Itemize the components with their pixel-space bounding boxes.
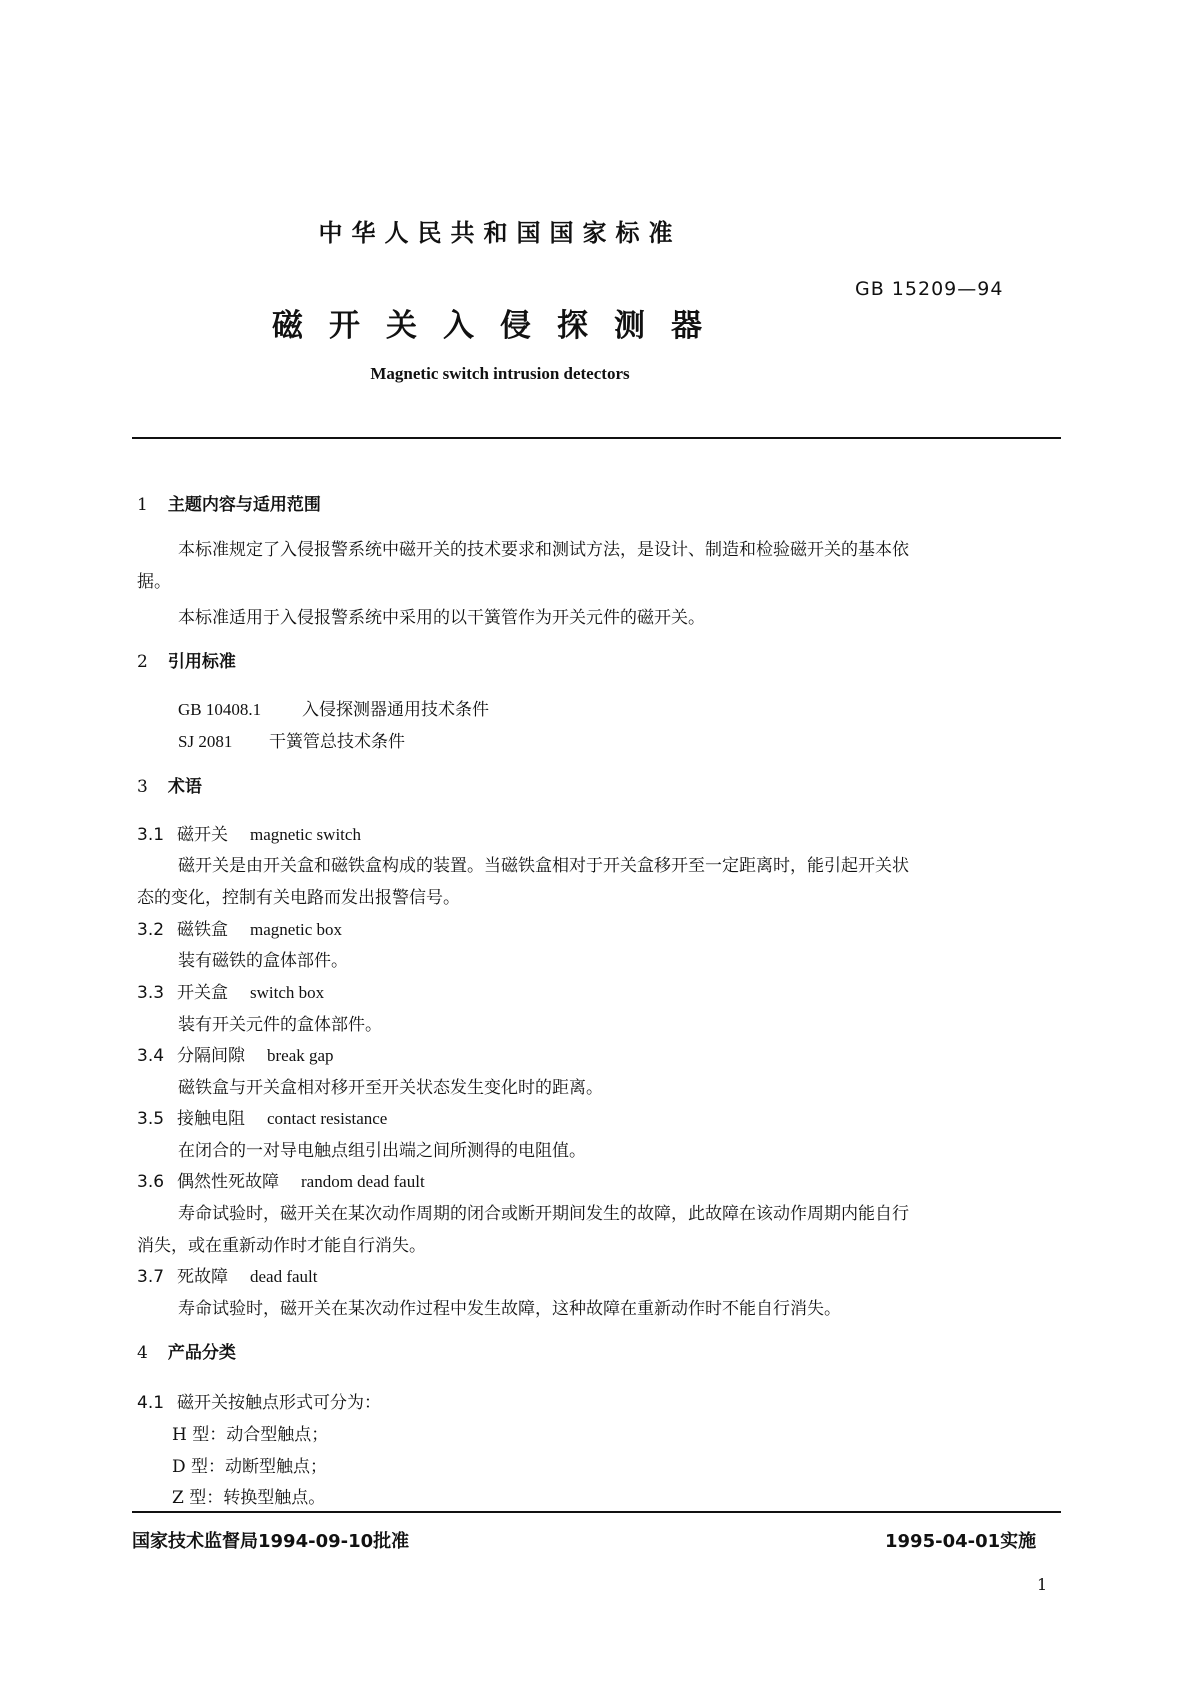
contact-type-item: Z 型：转换型触点。 [172, 1488, 326, 1508]
section-number: 4 [137, 1343, 148, 1363]
term-3-5 [137, 1104, 387, 1129]
term-cn: 磁开关 [177, 825, 228, 845]
term-definition: 在闭合的一对导电触点组引出端之间所测得的电阻值。 [178, 1141, 586, 1161]
term-cn: 接触电阻 [177, 1109, 245, 1129]
term-cn: 偶然性死故障 [177, 1172, 279, 1192]
term-en: dead fault [250, 1267, 318, 1286]
paragraph: 本标准适用于入侵报警系统中采用的以干簧管作为开关元件的磁开关。 [178, 608, 705, 628]
reference-name: 干簧管总技术条件 [269, 732, 405, 752]
clause-number: 4.1 [137, 1393, 165, 1413]
term-en: contact resistance [267, 1109, 388, 1128]
term-definition: 态的变化，控制有关电路而发出报警信号。 [137, 888, 460, 908]
section-3-heading [137, 772, 202, 797]
term-number: 3.2 [137, 920, 165, 940]
term-definition: 寿命试验时，磁开关在某次动作周期的闭合或断开期间发生的故障，此故障在该动作周期内能自行 [178, 1204, 909, 1224]
term-en: random dead fault [301, 1172, 425, 1191]
header-rule [132, 437, 1061, 439]
term-en: magnetic switch [250, 825, 361, 844]
term-3-6 [137, 1167, 425, 1192]
contact-type-item: D 型：动断型触点； [172, 1457, 328, 1477]
reference-item [178, 695, 489, 720]
national-standard-heading: 中华人民共和国国家标准 [318, 219, 682, 247]
document-title-cn: 磁开关入侵探测器 [272, 308, 728, 344]
term-cn: 开关盒 [177, 983, 228, 1003]
section-number: 2 [137, 652, 148, 672]
term-definition: 消失，或在重新动作时才能自行消失。 [137, 1236, 426, 1256]
term-definition: 装有开关元件的盒体部件。 [178, 1015, 382, 1035]
reference-code: GB 10408.1 [178, 700, 262, 719]
standard-number: GB 15209—94 [855, 278, 1004, 300]
term-3-1 [137, 820, 361, 845]
term-number: 3.6 [137, 1172, 165, 1192]
term-definition: 磁铁盒与开关盒相对移开至开关状态发生变化时的距离。 [178, 1078, 603, 1098]
approval-date: 国家技术监督局1994-09-10批准 [132, 1531, 410, 1552]
section-2-heading [137, 647, 236, 672]
term-en: switch box [250, 983, 325, 1002]
term-number: 3.4 [137, 1046, 165, 1066]
term-definition: 磁开关是由开关盒和磁铁盒构成的装置。当磁铁盒相对于开关盒移开至一定距离时，能引起开关状 [178, 856, 909, 876]
term-3-3 [137, 978, 324, 1003]
page-number: 1 [1037, 1575, 1048, 1594]
reference-item [178, 727, 405, 752]
section-title: 产品分类 [167, 1343, 236, 1363]
term-en: magnetic box [250, 920, 343, 939]
term-3-4 [137, 1041, 334, 1066]
section-number: 3 [137, 777, 148, 797]
term-number: 3.3 [137, 983, 165, 1003]
section-1-heading [137, 490, 321, 515]
term-number: 3.7 [137, 1267, 165, 1287]
term-cn: 分隔间隙 [177, 1046, 245, 1066]
term-cn: 死故障 [177, 1267, 228, 1287]
paragraph: 本标准规定了入侵报警系统中磁开关的技术要求和测试方法，是设计、制造和检验磁开关的基本依 [178, 540, 909, 560]
footer-rule [132, 1511, 1061, 1513]
section-title: 引用标准 [167, 652, 236, 672]
term-3-2 [137, 915, 342, 940]
contact-type-item: H 型：动合型触点； [172, 1425, 329, 1445]
section-4-heading [137, 1338, 236, 1363]
effective-date: 1995-04-01实施 [885, 1531, 1037, 1552]
paragraph-continuation: 据。 [137, 572, 171, 592]
section-number: 1 [137, 495, 148, 515]
section-title: 主题内容与适用范围 [167, 495, 321, 515]
clause-text: 磁开关按触点形式可分为： [177, 1393, 381, 1413]
section-title: 术语 [167, 777, 202, 797]
reference-code: SJ 2081 [178, 732, 233, 751]
reference-name: 入侵探测器通用技术条件 [302, 700, 489, 720]
clause-4-1 [137, 1388, 381, 1413]
term-definition: 装有磁铁的盒体部件。 [178, 951, 348, 971]
document-title-en: Magnetic switch intrusion detectors [370, 364, 630, 383]
term-cn: 磁铁盒 [177, 920, 228, 940]
term-3-7 [137, 1262, 318, 1287]
term-en: break gap [267, 1046, 334, 1065]
term-definition: 寿命试验时，磁开关在某次动作过程中发生故障，这种故障在重新动作时不能自行消失。 [178, 1299, 841, 1319]
term-number: 3.1 [137, 825, 165, 845]
term-number: 3.5 [137, 1109, 165, 1129]
